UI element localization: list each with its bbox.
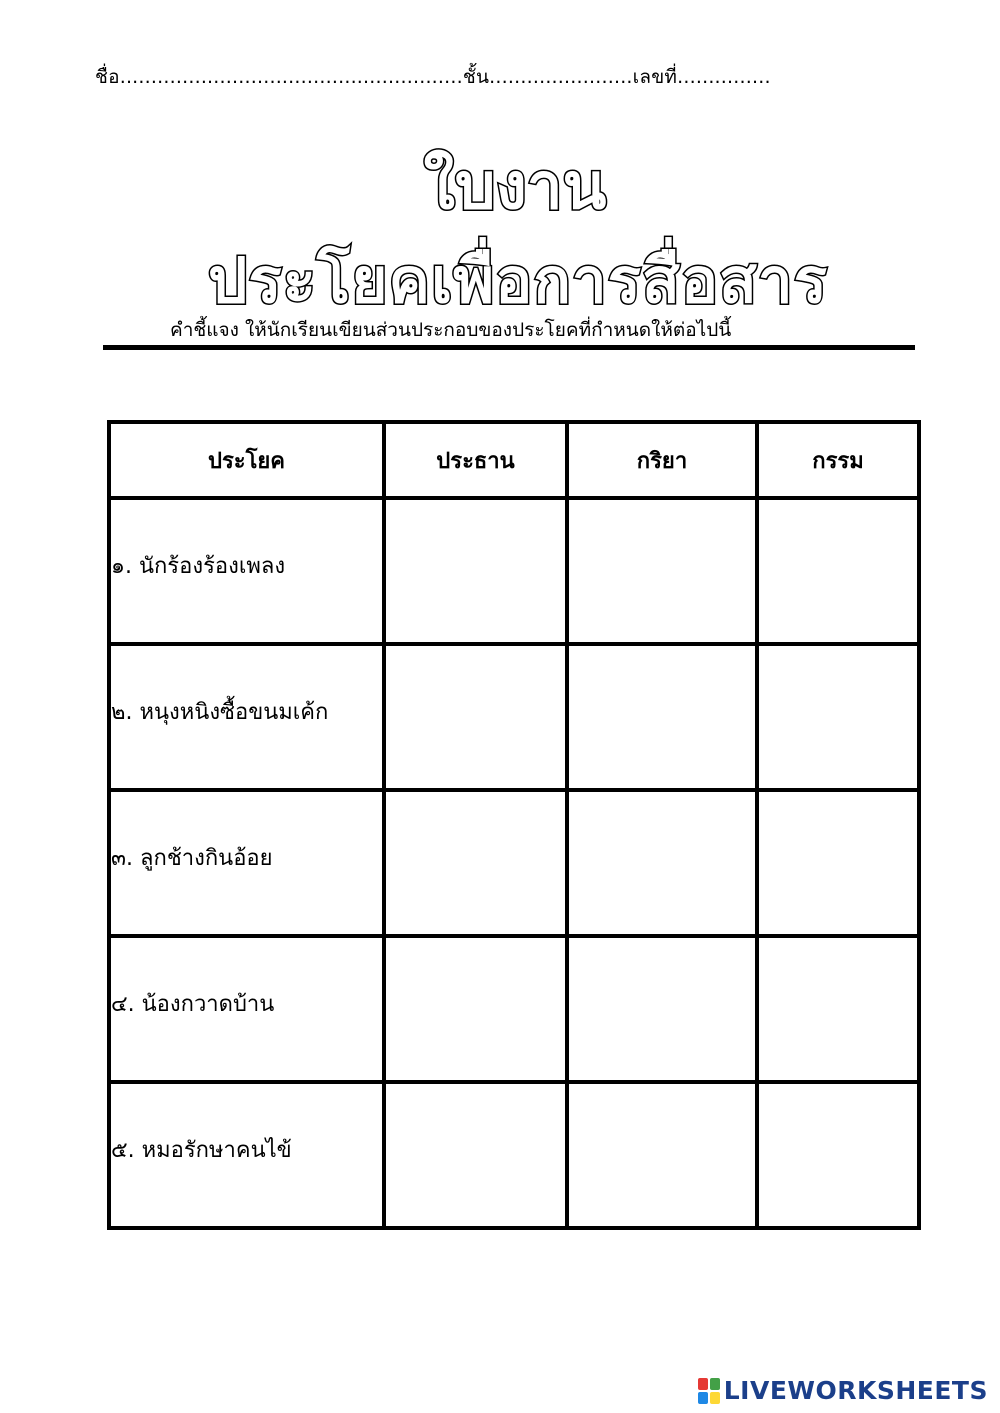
liveworksheets-logo	[698, 1376, 988, 1405]
instruction-text: คำชี้แจง ให้นักเรียนเขียนส่วนประกอบของประโยคที่กำหนดให้ต่อไปนี้	[170, 319, 732, 341]
object-answer-cell[interactable]	[757, 1082, 919, 1228]
sentence-text: ๒. หนุงหนิงซื้อขนมเค้ก	[111, 699, 329, 725]
verb-answer-cell[interactable]	[567, 936, 757, 1082]
subject-answer-cell[interactable]	[384, 790, 567, 936]
worksheet-title: ใบงาน	[423, 150, 607, 224]
table-row	[109, 1082, 919, 1228]
worksheet-subtitle: ประโยคเพื่อการสื่อสาร	[207, 244, 829, 317]
logo-square-red	[698, 1378, 708, 1390]
verb-answer-cell[interactable]	[567, 790, 757, 936]
header-object: กรรม	[757, 422, 919, 498]
sentence-text: ๓. ลูกช้างกินอ้อย	[111, 845, 273, 871]
table-row	[109, 936, 919, 1082]
subject-answer-cell[interactable]	[384, 498, 567, 644]
table-header-row	[109, 422, 919, 498]
sentence-table	[107, 420, 921, 1230]
sentence-cell	[109, 936, 384, 1082]
student-info-line: ชื่อ.......................................................ชั้น.......................เลขที่...............	[95, 66, 771, 88]
sentence-text: ๕. หมอรักษาคนไข้	[111, 1137, 292, 1163]
verb-answer-cell[interactable]	[567, 498, 757, 644]
object-answer-cell[interactable]	[757, 644, 919, 790]
header-sentence: ประโยค	[109, 422, 384, 498]
object-answer-cell[interactable]	[757, 498, 919, 644]
header-verb: กริยา	[567, 422, 757, 498]
logo-square-green	[710, 1378, 720, 1390]
verb-answer-cell[interactable]	[567, 644, 757, 790]
sentence-text: ๔. น้องกวาดบ้าน	[111, 991, 275, 1017]
object-answer-cell[interactable]	[757, 936, 919, 1082]
sentence-cell	[109, 498, 384, 644]
table-row	[109, 790, 919, 936]
logo-square-yellow	[710, 1392, 720, 1404]
object-answer-cell[interactable]	[757, 790, 919, 936]
sentence-cell	[109, 1082, 384, 1228]
header-subject: ประธาน	[384, 422, 567, 498]
sentence-cell	[109, 790, 384, 936]
table-row	[109, 644, 919, 790]
subject-answer-cell[interactable]	[384, 644, 567, 790]
subject-answer-cell[interactable]	[384, 936, 567, 1082]
sentence-cell	[109, 644, 384, 790]
verb-answer-cell[interactable]	[567, 1082, 757, 1228]
brand-text: LIVEWORKSHEETS	[723, 1376, 988, 1405]
table-row	[109, 498, 919, 644]
divider-line	[103, 345, 915, 350]
sentence-text: ๑. นักร้องร้องเพลง	[111, 553, 286, 579]
liveworksheets-logo-icon	[698, 1378, 720, 1404]
subject-answer-cell[interactable]	[384, 1082, 567, 1228]
logo-square-blue	[698, 1392, 708, 1404]
